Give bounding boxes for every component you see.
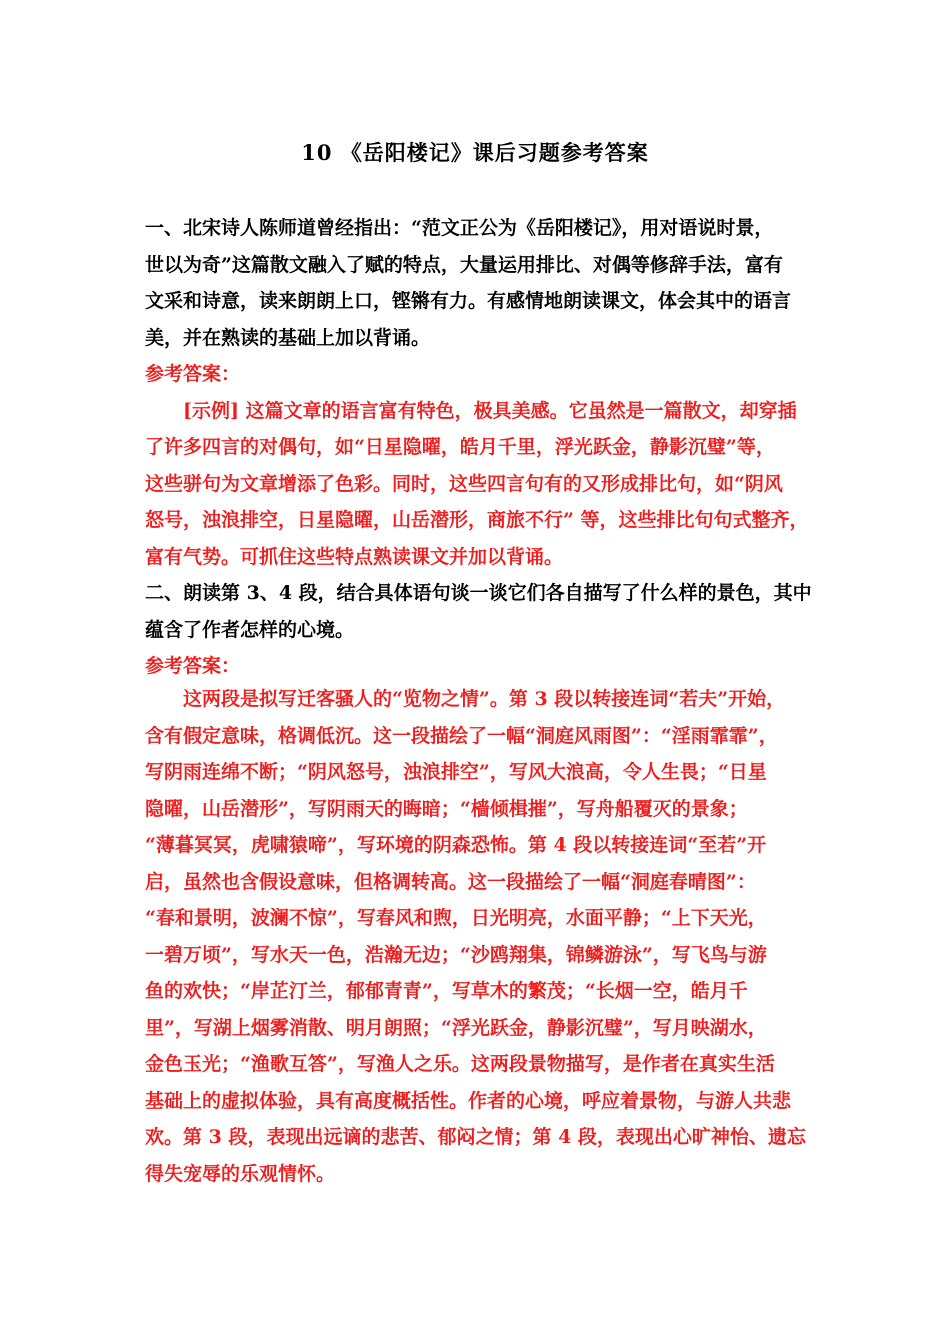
- answer-1-line: 这些骈句为文章增添了色彩。同时，这些四言句有的又形成排比句，如“阴风: [145, 472, 783, 495]
- answer-1-line: 怒号，浊浪排空，日星隐曜，山岳潜形，商旅不行” 等，这些排比句句式整齐，: [145, 509, 809, 531]
- question-2-line: 二、朗读第 3、4 段，结合具体语句谈一谈它们各自描写了什么样的景色，其中: [145, 582, 812, 604]
- answer-1-line: [示例] 这篇文章的语言富有特色，极具美感。它虽然是一篇散文，却穿插: [183, 399, 797, 422]
- answer-2-line: 隐曜，山岳潜形”，写阴雨天的晦暗；“樯倾楫摧”，写舟船覆灭的景象；: [145, 797, 748, 820]
- question-1: [145, 210, 817, 685]
- answer-label: 参考答案：: [145, 655, 241, 677]
- answer-2-line: 启，虽然也含假设意味，但格调转高。这一段描绘了一幅“洞庭春晴图”：: [145, 870, 756, 893]
- answer-label: 参考答案：: [145, 363, 241, 385]
- answer-2-line: 这两段是拟写迁客骚人的“览物之情”。第 3 段以转接连词“若夫”开始，: [183, 688, 786, 710]
- answer-2: [145, 681, 817, 1192]
- answer-2-line: 欢。第 3 段，表现出远谪的悲苦、郁闷之情；第 4 段，表现出心旷神怡、遗忘: [145, 1126, 806, 1148]
- answer-1-line: 了许多四言的对偶句，如“日星隐曜，皓月千里，浮光跃金，静影沉璧”等，: [145, 436, 775, 458]
- answer-2-line: 得失宠辱的乐观情怀。: [145, 1162, 336, 1185]
- answer-2-line: 里”，写湖上烟雾消散、明月朗照；“浮光跃金，静影沉璧”，写月映湖水，: [145, 1016, 767, 1039]
- answer-2-line: 写阴雨连绵不断；“阴风怒号，浊浪排空”，写风大浪高，令人生畏；“日星: [145, 761, 767, 783]
- question-1-line: 文采和诗意，读来朗朗上口，铿锵有力。有感情地朗读课文，体会其中的语言: [145, 290, 792, 312]
- answer-2-line: 金色玉光；“渔歌互答”，写渔人之乐。这两段景物描写，是作者在真实生活: [145, 1053, 775, 1075]
- question-1-line: 一、北宋诗人陈师道曾经指出：“范文正公为《岳阳楼记》，用对语说时景，: [145, 217, 774, 239]
- answer-2-line: 一碧万顷”，写水天一色，浩瀚无边；“沙鸥翔集，锦鳞游泳”，写飞鸟与游: [145, 943, 767, 966]
- question-2-line: 蕴含了作者怎样的心境。: [145, 618, 355, 641]
- answer-1-line: 富有气势。可抓住这些特点熟读课文并加以背诵。: [145, 545, 564, 568]
- page-title: 10 《岳阳楼记》课后习题参考答案: [301, 140, 649, 165]
- answer-2-line: 鱼的欢快；“岸芷汀兰，郁郁青青”，写草木的繁茂；“长烟一空，皓月千: [145, 980, 748, 1002]
- answer-2-line: “春和景明，波澜不惊”，写春风和煦，日光明亮，水面平静；“上下天光，: [145, 907, 767, 929]
- question-1-line: 世以为奇”这篇散文融入了赋的特点，大量运用排比、对偶等修辞手法，富有: [145, 253, 783, 276]
- answer-2-line: 含有假定意味，格调低沉。这一段描绘了一幅“洞庭风雨图”：“淫雨霏霏”，: [145, 724, 778, 747]
- question-1-line: 美，并在熟读的基础上加以背诵。: [145, 326, 431, 349]
- answer-2-line: 基础上的虚拟体验，具有高度概括性。作者的心境，呼应着景物，与游人共悲: [145, 1089, 792, 1112]
- answer-2-line: “薄暮冥冥，虎啸猿啼”，写环境的阴森恐怖。第 4 段以转接连词“至若”开: [145, 834, 767, 856]
